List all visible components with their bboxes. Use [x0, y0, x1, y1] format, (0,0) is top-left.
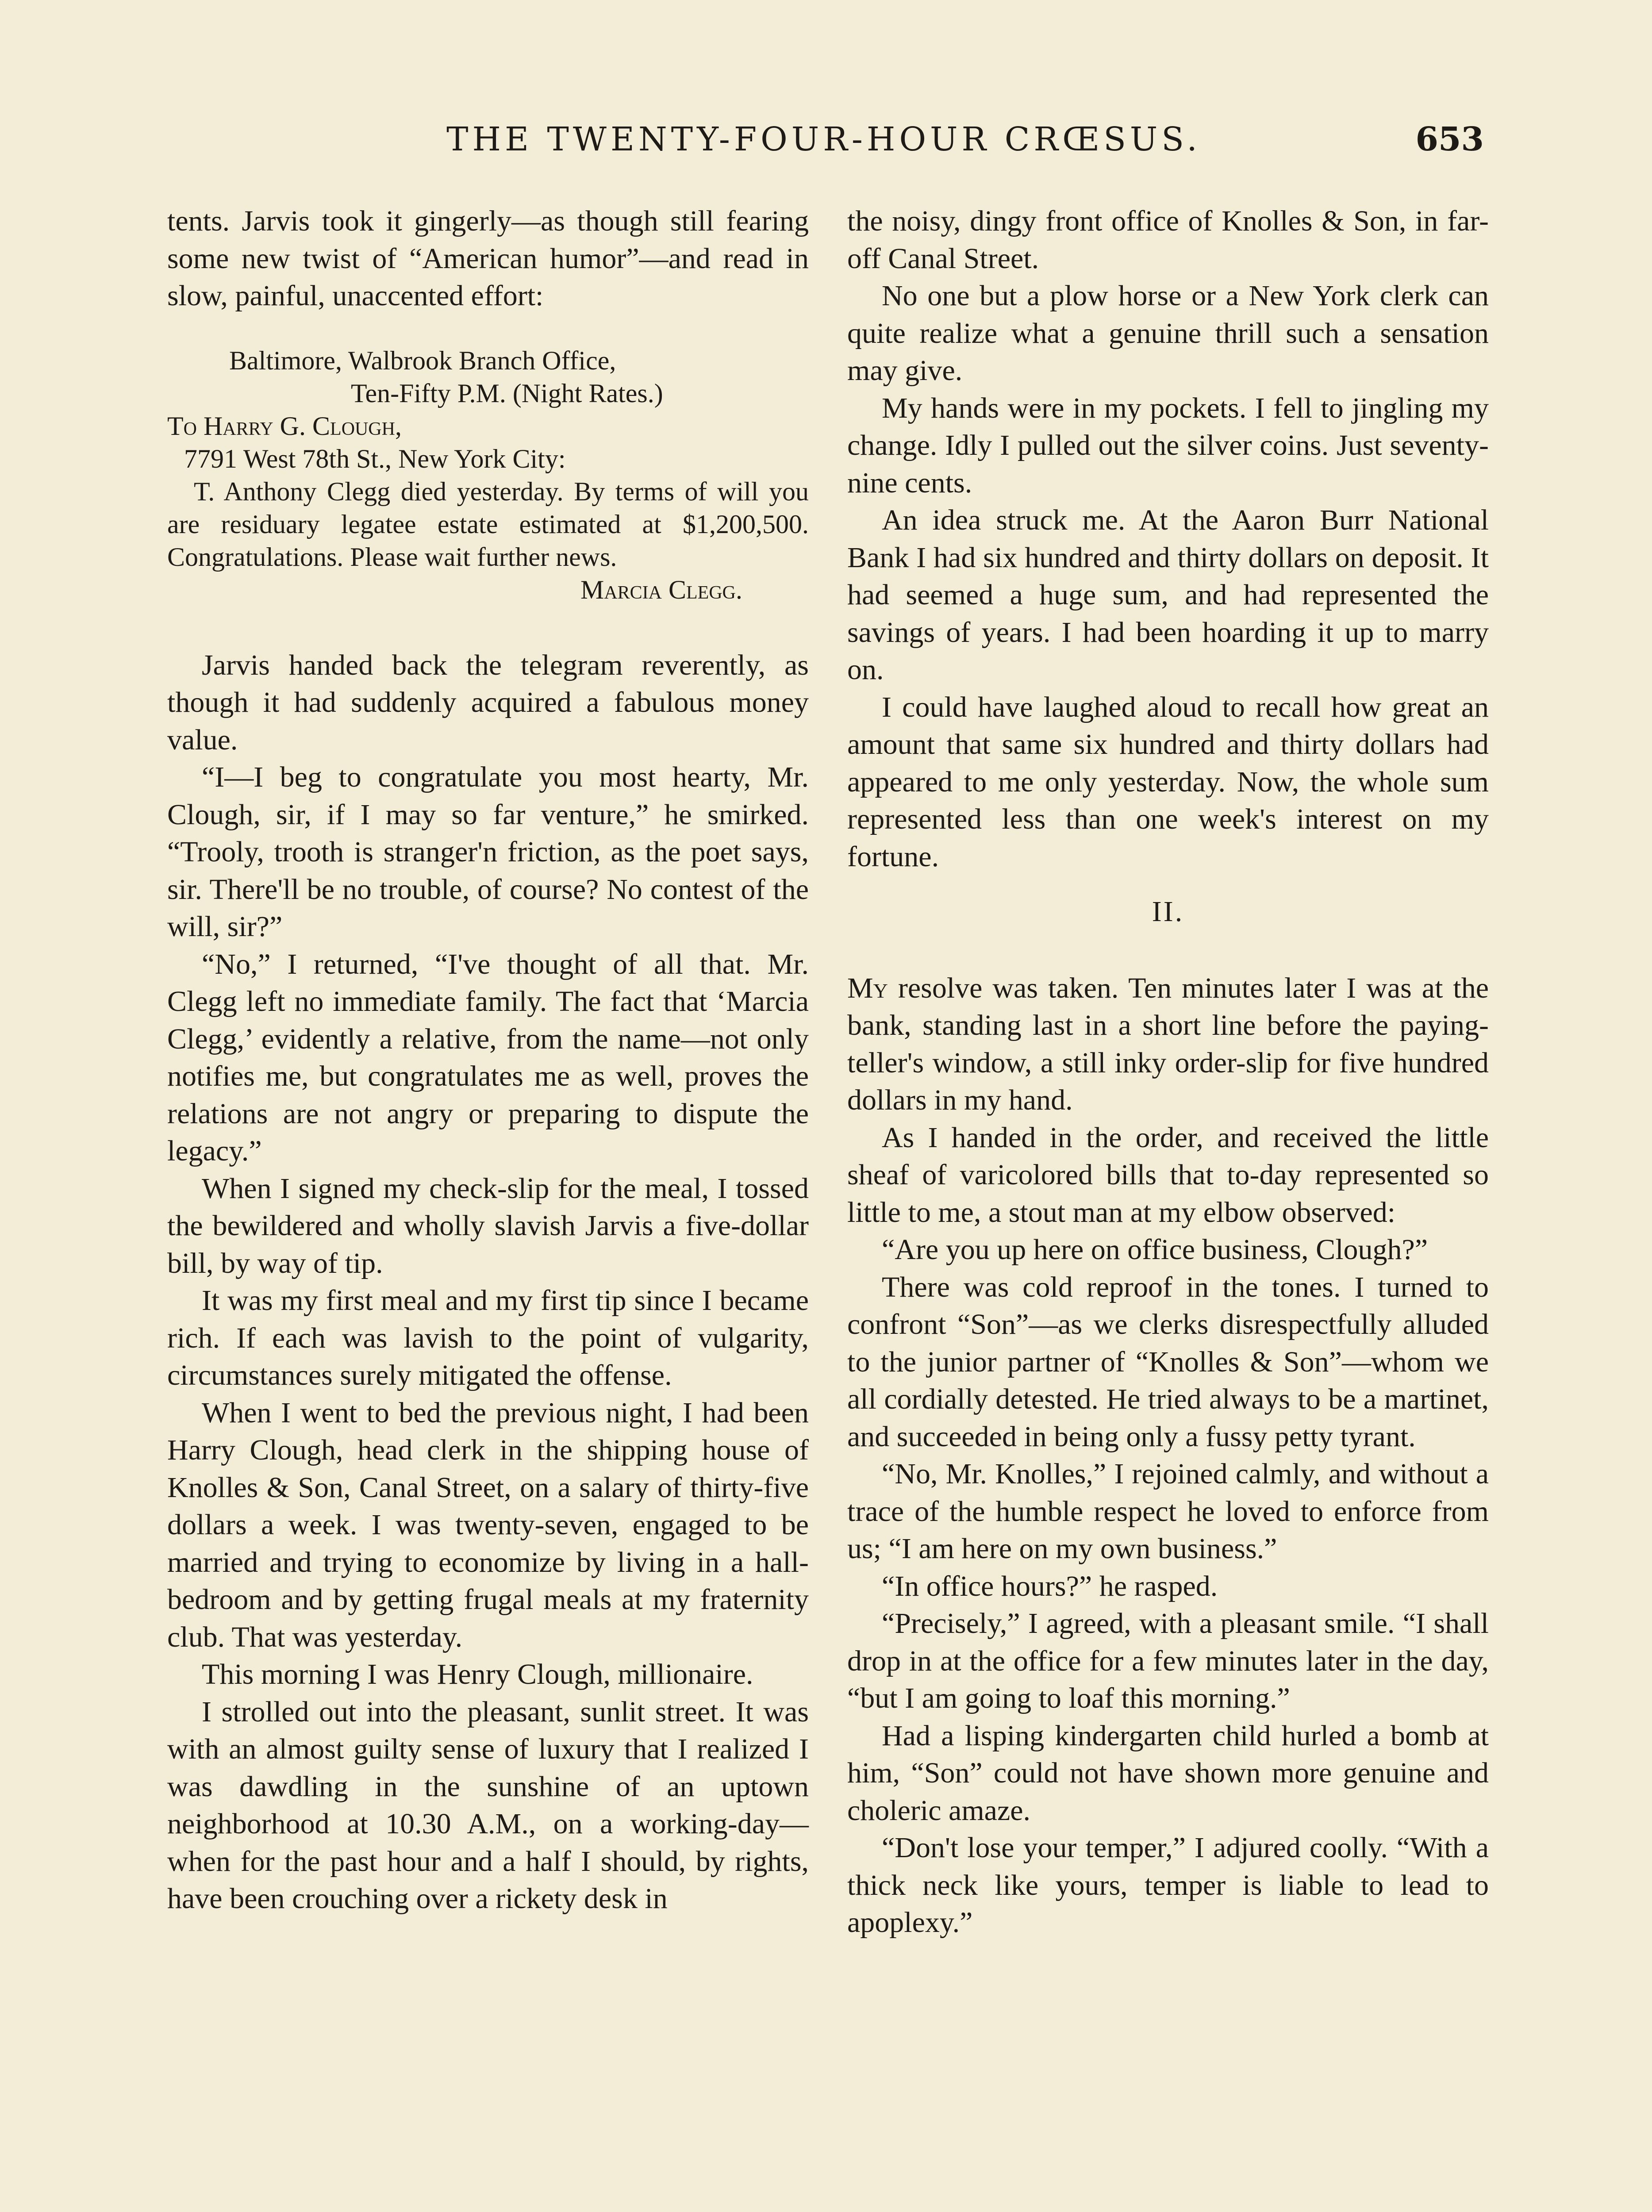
paragraph: “Precisely,” I agreed, with a pleasant smile. “I shall drop in at the office for a few minutes later in the day, “but I am going to loaf this morning.” [847, 1607, 1489, 1714]
paragraph: “I—I beg to congratulate you most hearty, Mr. Clough, sir, if I may so far venture,” he smirked. “Trooly, trooth is stranger'n friction, as the poet says, sir. There'll be no trouble, of course? No contest of the will, sir?” [167, 761, 809, 943]
paragraph-text: resolve was taken. Ten minutes later I was at the bank, standing last in a short line before the paying-teller's window, a still inky order-slip for five hundred dollars in my hand. [847, 972, 1489, 1116]
paragraph: As I handed in the order, and received the little sheaf of varicolored bills that to-day represented so little to me, a stout man at my elbow observed: [847, 1121, 1489, 1229]
page-header [164, 120, 1484, 169]
telegram-address: 7791 West 78th St., New York City: [184, 444, 566, 473]
paragraph: “No, Mr. Knolles,” I rejoined calmly, and without a trace of the humble respect he loved to enforce from us; “I am here on my own business.” [847, 1458, 1489, 1565]
telegram [167, 344, 809, 606]
paragraph: I could have laughed aloud to recall how great an amount that same six hundred and thirty dollars had appeared to me only yesterday. Now, the whole sum represented less than one week's interest on my fortune. [847, 691, 1489, 873]
paragraph: No one but a plow horse or a New York clerk can quite realize what a genuine thrill such a sensation may give. [847, 280, 1489, 387]
paragraph: “Don't lose your temper,” I adjured coolly. “With a thick neck like yours, temper is liable to lead to apoplexy.” [847, 1832, 1489, 1939]
paragraph: “No,” I returned, “I've thought of all that. Mr. Clegg left no immediate family. The fact that ‘Marcia Clegg,’ evidently a relative, from the name—not only notifies me, but congratulates me as well, proves the relations are not angry or preparing to dispute the legacy.” [167, 948, 809, 1167]
right-column [847, 203, 1489, 1942]
telegram-body: T. Anthony Clegg died yesterday. By terms of will you are residuary legatee estate estimated at $1,200,500. Congratulations. Please wait further news. [167, 476, 809, 572]
paragraph [847, 970, 1489, 1119]
paragraph: tents. Jarvis took it gingerly—as though still fearing some new twist of “American humor”—and read in slow, painful, unaccented effort: [167, 205, 809, 312]
paragraph: It was my first meal and my first tip since I became rich. If each was lavish to the point of vulgarity, circumstances surely mitigated the offense. [167, 1284, 809, 1391]
telegram-origin: Baltimore, Walbrook Branch Office, [229, 346, 616, 375]
paragraph: When I went to bed the previous night, I had been Harry Clough, head clerk in the shipping house of Knolles & Son, Canal Street, on a salary of thirty-five dollars a week. I was twenty-seven, engaged to be married and trying to economize by living in a hall-bedroom and by getting frugal meals at my fraternity club. That was yesterday. [167, 1396, 809, 1653]
paragraph: My hands were in my pockets. I fell to jingling my change. Idly I pulled out the silver coins. Just seventy-nine cents. [847, 392, 1489, 499]
telegram-recipient: To Harry G. Clough, [167, 411, 402, 441]
paragraph: This morning I was Henry Clough, millionaire. [202, 1658, 753, 1690]
section-number: II. [1152, 895, 1184, 928]
page-number: 653 [1415, 120, 1484, 158]
paragraph: “Are you up here on office business, Clough?” [882, 1233, 1428, 1266]
paragraph: the noisy, dingy front office of Knolles & Son, in far-off Canal Street. [847, 205, 1489, 275]
drop-lead-word: My [847, 972, 888, 1004]
telegram-signature: Marcia Clegg. [580, 575, 742, 604]
paragraph: I strolled out into the pleasant, sunlit street. It was with an almost guilty sense of luxury that I realized I was dawdling in the sunshine of an uptown neighborhood at 10.30 A.M., on a working-day—when for the past hour and a half I should, by rights, have been crouching over a rickety desk in [167, 1695, 809, 1915]
paragraph: “In office hours?” he rasped. [882, 1570, 1218, 1602]
paragraph: Had a lisping kindergarten child hurled a bomb at him, “Son” could not have shown more genuine and choleric amaze. [847, 1719, 1489, 1827]
paragraph: Jarvis handed back the telegram reverently, as though it had suddenly acquired a fabulous money value. [167, 649, 809, 756]
paragraph: An idea struck me. At the Aaron Burr National Bank I had six hundred and thirty dollars on deposit. It had seemed a huge sum, and had represented the savings of years. I had been hoarding it up to marry on. [847, 504, 1489, 686]
running-head: THE TWENTY-FOUR-HOUR CRŒSUS. [446, 120, 1201, 158]
telegram-time: Ten-Fifty P.M. (Night Rates.) [351, 378, 663, 408]
left-column [167, 203, 809, 1918]
paragraph: There was cold reproof in the tones. I turned to confront “Son”—as we clerks disrespectfully alluded to the junior partner of “Knolles & Son”—whom we all cordially detested. He tried always to be a martinet, and succeeded in being only a fussy petty tyrant. [847, 1271, 1489, 1453]
paragraph: When I signed my check-slip for the meal, I tossed the bewildered and wholly slavish Jarvis a five-dollar bill, by way of tip. [167, 1172, 809, 1279]
